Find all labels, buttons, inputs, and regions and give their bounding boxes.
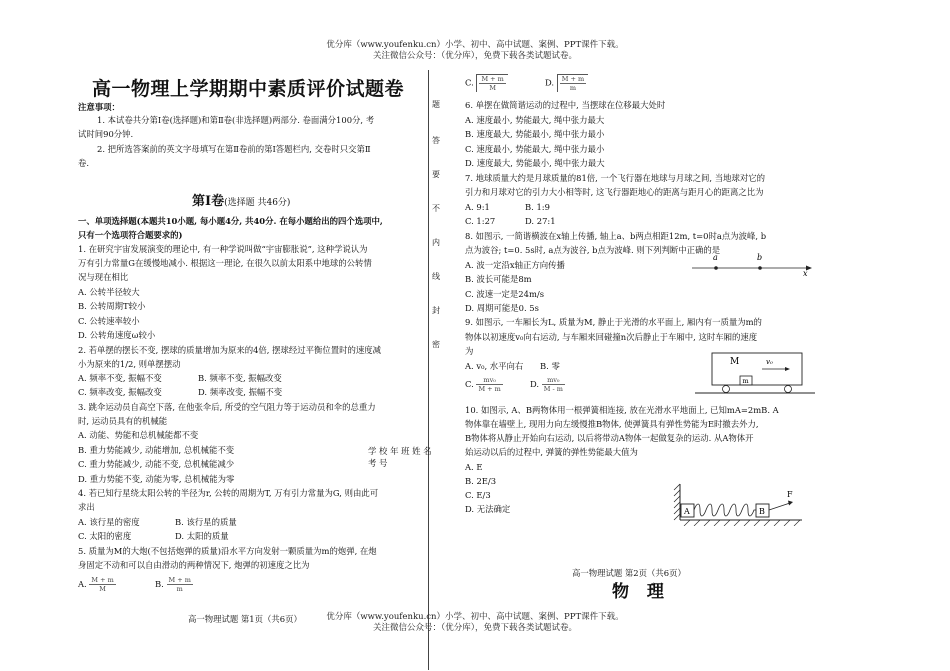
q7-option-a: A. 9:1 [465, 202, 490, 212]
q1-option-c: C. 公转速率较小 [78, 316, 140, 326]
q4-option-b: B. 该行星的质量 [175, 517, 237, 527]
q1-option-d: D. 公转角速度ω较小 [78, 330, 156, 340]
section-title-main: 第Ⅰ卷 [192, 194, 225, 209]
q10-line-1: 10. 如图示, A、B两物体用一根弹簧相连接, 放在光滑水平地面上, 已知mA=2mB. A [465, 405, 779, 415]
page-title: 高一物理上学期期中素质评价试题卷 [92, 78, 405, 100]
q2-option-d: D. 频率改变, 振幅不变 [198, 387, 283, 397]
fraction-numerator: M + m [481, 75, 504, 83]
q5-line-2: 身固定不动和可以自由滑动的两种情况下, 炮弹的初速度之比为 [78, 560, 310, 570]
seal-char: 要 [432, 170, 440, 179]
part-heading-a: 一、单项选择题(本题共10小题, 每小题4分, 共40分. 在每小题给出的四个选项中, [78, 216, 383, 226]
spring-figure [672, 480, 812, 526]
force-arrow-line [769, 503, 790, 510]
note-2a: 2. 把所选答案前的英文字母填写在第Ⅱ卷前的第Ⅰ答题栏内, 交卷时只交第Ⅱ [97, 144, 371, 154]
floor-hatch [684, 520, 800, 526]
q9-line-3: 为 [465, 346, 474, 356]
cart-figure [690, 348, 820, 400]
q4-option-a: A. 该行星的密度 [78, 517, 140, 527]
q9-line-2: 物体以初速度v₀向右运动, 与车厢来回碰撞n次后静止于车厢中, 这时车厢的速度 [465, 332, 758, 342]
q1-line-1: 1. 在研究宇宙发展演变的理论中, 有一种学说叫做“宇宙膨胀说”, 这种学说认为 [78, 244, 368, 254]
block-a-label: A [684, 507, 690, 516]
q6-option-b: B. 速度最大, 势能最小, 绳中张力最小 [465, 129, 605, 139]
seal-char: 不 [432, 204, 440, 213]
fraction-denominator: m [176, 585, 183, 593]
q3-option-a: A. 动能、势能和总机械能都不变 [78, 430, 199, 440]
force-arrow-icon [788, 501, 793, 506]
seal-char: 线 [432, 272, 440, 281]
header-line-2: 关注微信公众号：（优分库），免费下载各类试题试卷。 [372, 51, 577, 61]
footer-line-1: 优分库（www.youfenku.cn）小学、初中、高中试题、案例、PPT课件下载。 [326, 612, 624, 622]
q10-option-a: A. E [465, 462, 483, 472]
fraction-denominator: m [569, 84, 577, 92]
seal-char: 密 [432, 340, 440, 349]
footer-line-2: 关注微信公众号：（优分库），免费下载各类试题试卷。 [372, 623, 577, 633]
q10-option-c: C. E/3 [465, 490, 491, 500]
q6-option-c: C. 速度最小, 势能最大, 绳中张力最小 [465, 144, 605, 154]
point-a-label: a [713, 253, 718, 262]
q10-line-4: 始运动以后的过程中, 弹簧的弹性势能最大值为 [465, 447, 638, 457]
q9-option-c [465, 376, 503, 393]
binding-line [428, 70, 429, 670]
q1-line-3: 况与现在相比 [78, 272, 129, 282]
q1-option-a: A. 公转半径较大 [78, 287, 140, 297]
section-title-sub: (选择题 共46分) [224, 198, 291, 208]
q8-option-c: C. 波速一定是24m/s [465, 289, 545, 299]
fraction-numerator: M + m [561, 75, 585, 83]
q7-option-c: C. 1:27 [465, 216, 496, 226]
q4-line-1: 4. 若已知行星绕太阳公转的半径为r, 公转的周期为T, 万有引力常量为G, 则由此可 [78, 488, 379, 498]
q10-option-d: D. 无法确定 [465, 504, 511, 514]
fraction-numerator: mv₀ [476, 376, 502, 385]
q5-option-a-label: A. [78, 579, 87, 589]
q5-option-d-fraction [560, 75, 586, 92]
seal-char: 题 [432, 100, 440, 109]
q6-option-a: A. 速度最小, 势能最大, 绳中张力最大 [465, 115, 605, 125]
q10-option-b: B. 2E/3 [465, 476, 497, 486]
page1-footer: 高一物理试题 第1页（共6页） [188, 614, 302, 624]
fraction-numerator: mv₀ [542, 376, 565, 385]
wave-axis-figure [690, 250, 815, 276]
q10-line-3: B物体将从静止开始向右运动, 以后将带动A物体一起做复杂的运动. 从A物体开 [465, 433, 754, 443]
sqrt-icon [557, 74, 588, 92]
q5-option-a-fraction [89, 576, 115, 593]
q9-option-a: A. v₀, 水平向右 [465, 361, 524, 371]
block-m-label: m [742, 377, 749, 385]
student-id-field: 考 号 [368, 458, 388, 468]
q8-option-a: A. 波一定沿x轴正方向传播 [465, 260, 565, 270]
fraction-denominator: M - m [543, 385, 563, 393]
q5-option-c [465, 74, 508, 92]
fraction-denominator: M [489, 84, 496, 92]
note-2b: 卷. [78, 158, 90, 168]
wall-hatch [674, 484, 680, 520]
q7-option-b: B. 1:9 [525, 202, 550, 212]
q5-option-d [545, 74, 588, 92]
q9-option-d-fraction [542, 376, 565, 393]
spring-icon [694, 504, 758, 516]
q5-option-c-fraction [479, 75, 505, 92]
q5-option-d-label: D. [545, 77, 555, 88]
q5-option-c-label: C. [465, 77, 474, 88]
student-info-fields: 学 校 年 班 姓 名 [368, 446, 432, 456]
seal-char: 封 [432, 306, 440, 315]
part-heading-b: 只有一个选项符合题要求的) [78, 230, 183, 240]
q5-line-1: 5. 质量为M的大炮(不包括炮弹的质量)沿水平方向发射一颗质量为m的炮弹, 在炮 [78, 546, 377, 556]
q3-option-d: D. 重力势能不变, 动能为零, 总机械能为零 [78, 474, 235, 484]
velocity-label: v₀ [766, 358, 773, 366]
sqrt-icon [476, 74, 507, 92]
fraction-numerator: M + m [91, 576, 114, 584]
q3-line-2: 时, 运动员具有的机械能 [78, 416, 168, 426]
q2-line-2: 小为原来的1/2, 则单摆摆动 [78, 359, 181, 369]
notes-heading: 注意事项： [78, 102, 120, 112]
header-line-1: 优分库（www.youfenku.cn）小学、初中、高中试题、案例、PPT课件下载。 [326, 40, 624, 50]
note-1b: 试时间90分钟. [78, 129, 134, 139]
force-label: F [787, 490, 793, 499]
fraction-denominator: M [99, 585, 106, 593]
q1-option-b: B. 公转周期T较小 [78, 301, 146, 311]
point-b-label: b [757, 253, 763, 262]
q8-line-2: 点为波谷; t=0. 5s时, a点为波谷, b点为波峰. 则下列判断中正确的是 [465, 245, 721, 255]
wheel-left [723, 386, 730, 393]
q9-line-1: 9. 如图示, 一车厢长为L, 质量为M, 静止于光滑的水平面上, 厢内有一质量为m的 [465, 317, 762, 327]
cart-mass-label: M [730, 357, 740, 367]
q3-option-c: C. 重力势能减少, 动能不变, 总机械能减少 [78, 459, 235, 469]
page2-footer: 高一物理试题 第2页（共6页） [572, 568, 686, 578]
q5-option-b-fraction [167, 576, 193, 593]
q3-option-b: B. 重力势能减少, 动能增加, 总机械能不变 [78, 445, 235, 455]
q8-line-1: 8. 如图示, 一简谐横波在x轴上传播, 轴上a、b两点相距12m, t=0时a点为波峰, b [465, 231, 767, 241]
fraction-numerator: M + m [168, 576, 191, 584]
q2-option-a: A. 频率不变, 振幅不变 [78, 373, 162, 383]
q5-option-b-label: B. [155, 579, 164, 589]
q9-option-d [530, 376, 565, 393]
q9-option-c-label: C. [465, 379, 474, 389]
q1-line-2: 万有引力常量G在缓慢地减小. 根据这一理论, 在很久以前太阳系中地球的公转情 [78, 258, 372, 268]
q8-option-d: D. 周期可能是0. 5s [465, 303, 539, 313]
q4-line-2: 求出 [78, 502, 95, 512]
point-a [714, 266, 718, 270]
section-title [192, 190, 290, 209]
q8-option-b: B. 波长可能是8m [465, 274, 532, 284]
q3-line-1: 3. 跳伞运动员自高空下落, 在他张伞后, 所受的空气阻力等于运动员和伞的总重力 [78, 402, 376, 412]
seal-char: 内 [432, 238, 440, 247]
subject-title: 物 理 [612, 582, 670, 602]
q7-line-2: 引力和月球对它的引力大小相等时, 这飞行器距地心的距离与距月心的距离之比为 [465, 187, 764, 197]
wheel-right [785, 386, 792, 393]
q9-option-c-fraction [476, 376, 502, 393]
note-1a: 1. 本试卷共分第Ⅰ卷(选择题)和第Ⅱ卷(非选择题)两部分. 卷面满分100分, 考 [97, 115, 375, 125]
point-b [758, 266, 762, 270]
q4-option-c: C. 太阳的密度 [78, 531, 132, 541]
q2-line-1: 2. 若单摆的摆长不变, 摆球的质量增加为原来的4倍, 摆球经过平衡位置时的速度减 [78, 345, 382, 355]
block-b-label: B [759, 507, 765, 516]
q10-line-2: 物体靠在墙壁上, 现用力向左缓慢推B物体, 使弹簧具有弹性势能为E时撤去外力, [465, 419, 759, 429]
q6-option-d: D. 速度最大, 势能最小, 绳中张力最大 [465, 158, 605, 168]
fraction-denominator: M + m [478, 385, 501, 393]
q4-option-d: D. 太阳的质量 [175, 531, 229, 541]
q9-option-b: B. 零 [540, 361, 560, 371]
velocity-arrow-icon [785, 367, 790, 371]
axis-x-label: x [803, 269, 808, 276]
q9-option-d-label: D. [530, 379, 540, 389]
q5-option-a [78, 576, 116, 593]
q2-option-c: C. 频率改变, 振幅改变 [78, 387, 162, 397]
q2-option-b: B. 频率不变, 振幅改变 [198, 373, 282, 383]
seal-char: 答 [432, 136, 440, 145]
q7-option-d: D. 27:1 [525, 216, 556, 226]
q7-line-1: 7. 地球质量大约是月球质量的81倍, 一个飞行器在地球与月球之间, 当地球对它的 [465, 173, 765, 183]
q6-line-1: 6. 单摆在做简谐运动的过程中, 当摆球在位移最大处时 [465, 100, 666, 110]
q5-option-b [155, 576, 193, 593]
